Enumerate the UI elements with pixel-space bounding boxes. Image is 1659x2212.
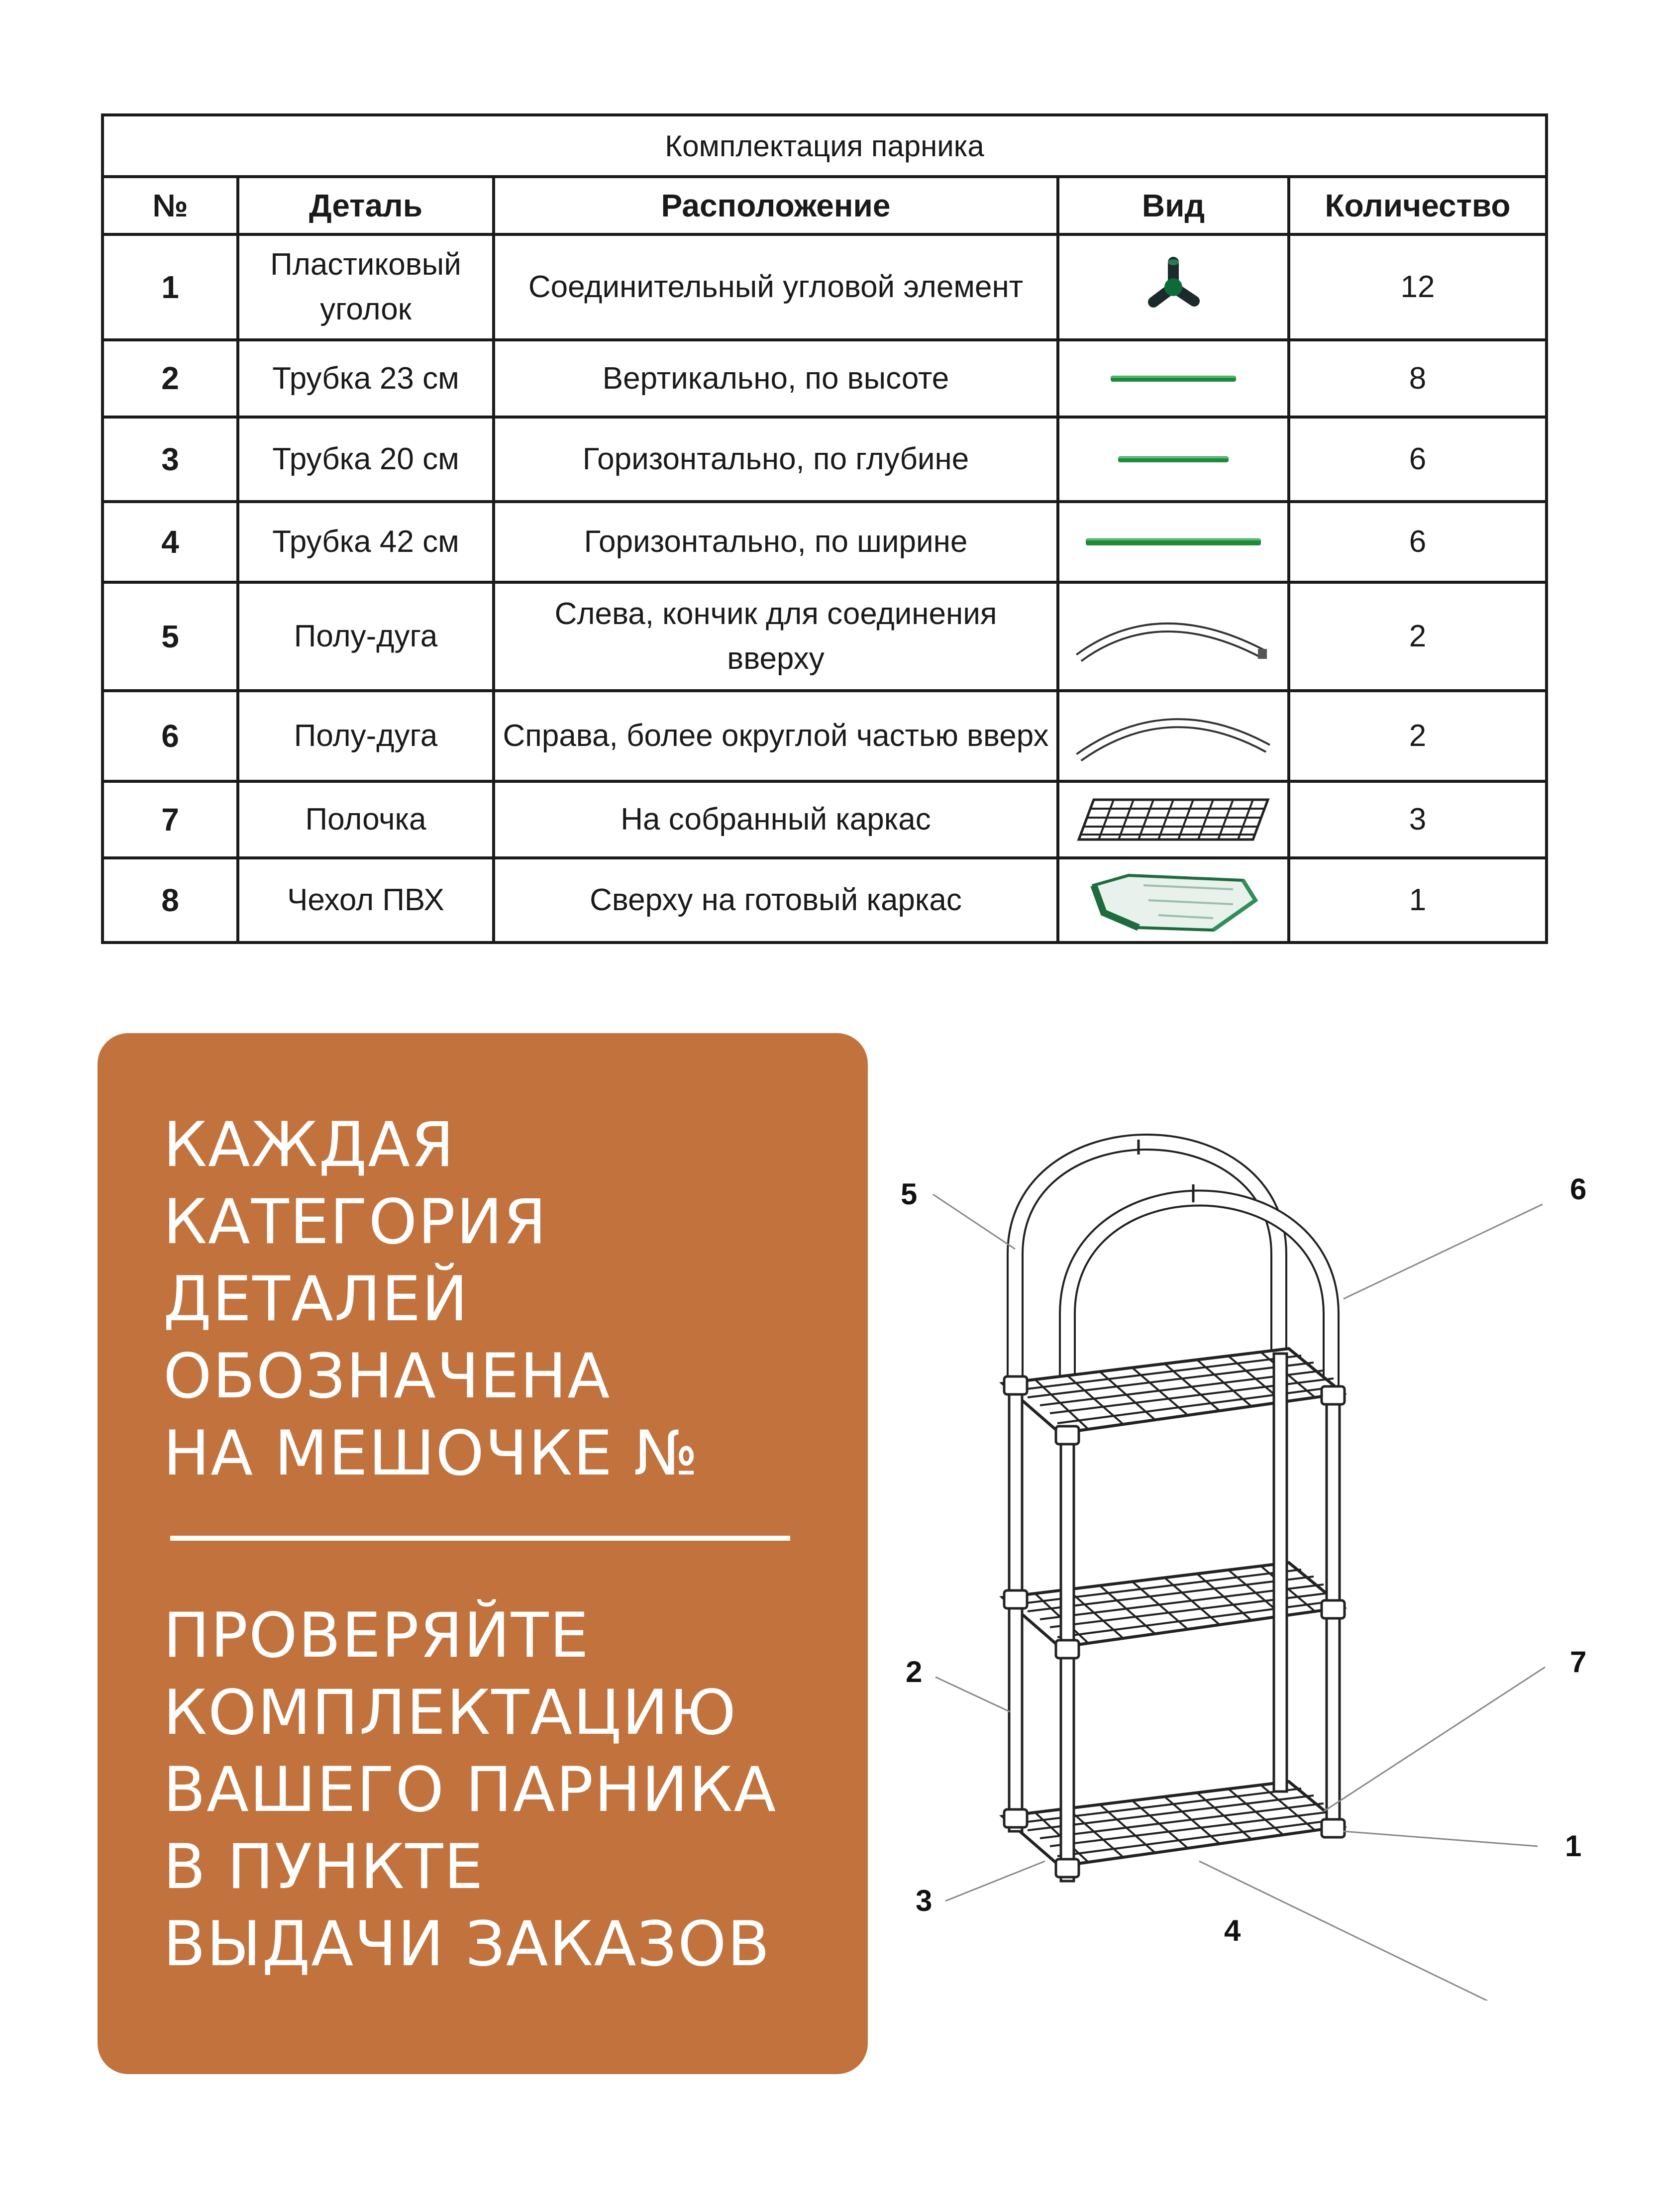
row-qty: 6 [1289, 417, 1547, 502]
info-panel [98, 1033, 868, 2074]
row-part: Пластиковый уголок [238, 234, 494, 340]
wire-shelf-icon [1074, 795, 1273, 844]
row-qty: 6 [1289, 502, 1547, 582]
row-view [1058, 417, 1289, 502]
corner-connector-icon [1139, 252, 1208, 322]
row-placement: Слева, кончик для соединения вверху [494, 582, 1058, 691]
info-text-check: ПРОВЕРЯЙТЕ КОМПЛЕКТАЦИЮ ВАШЕГО ПАРНИКА В ПУНКТЕ ВЫДАЧИ ЗАКАЗОВ [163, 1600, 777, 1980]
table-header-row [103, 177, 1547, 234]
green-tube-icon [1116, 453, 1231, 465]
row-num: 4 [103, 502, 238, 582]
callout-2: 2 [906, 1655, 923, 1688]
table-row [103, 582, 1547, 691]
row-placement: На собранный каркас [494, 781, 1058, 858]
table-row [103, 858, 1547, 943]
row-part: Трубка 42 см [238, 502, 494, 582]
row-num: 6 [103, 691, 238, 781]
callout-7: 7 [1570, 1645, 1587, 1679]
row-num: 2 [103, 340, 238, 417]
half-arc-icon [1069, 709, 1278, 763]
row-view [1058, 502, 1289, 582]
header-part: Деталь [238, 177, 494, 234]
callout-6: 6 [1570, 1172, 1587, 1206]
row-num: 5 [103, 582, 238, 691]
table-row [103, 502, 1547, 582]
row-view [1058, 340, 1289, 417]
row-num: 1 [103, 234, 238, 340]
row-part: Чехол ПВХ [238, 858, 494, 943]
row-placement: Соединительный угловой элемент [494, 234, 1058, 340]
row-qty: 1 [1289, 858, 1547, 943]
row-view [1058, 858, 1289, 943]
row-num: 3 [103, 417, 238, 502]
shelf-top [1003, 1349, 1344, 1433]
row-part: Трубка 20 см [238, 417, 494, 502]
header-qty: Количество [1289, 177, 1547, 234]
row-num: 7 [103, 781, 238, 858]
row-qty: 12 [1289, 234, 1547, 340]
table-row [103, 781, 1547, 858]
row-view [1058, 234, 1289, 340]
table-title: Комплектация парника [103, 115, 1547, 177]
table-row [103, 340, 1547, 417]
green-tube-icon [1084, 535, 1263, 548]
callout-3: 3 [916, 1884, 933, 1917]
pvc-cover-icon [1084, 865, 1263, 935]
row-placement: Горизонтально, по глубине [494, 417, 1058, 502]
table-row [103, 234, 1547, 340]
shelf-middle [1003, 1563, 1344, 1647]
kit-table [101, 113, 1548, 944]
shelf-bottom [1003, 1782, 1344, 1866]
table-row [103, 417, 1547, 502]
row-part: Трубка 23 см [238, 340, 494, 417]
half-arc-icon [1069, 609, 1278, 664]
table-row [103, 691, 1547, 781]
row-view [1058, 582, 1289, 691]
callout-1: 1 [1565, 1829, 1582, 1863]
row-qty: 8 [1289, 340, 1547, 417]
row-part: Полу-дуга [238, 691, 494, 781]
table-title-row [103, 115, 1547, 177]
row-qty: 2 [1289, 691, 1547, 781]
row-view [1058, 691, 1289, 781]
row-qty: 3 [1289, 781, 1547, 858]
info-text-labels: КАЖДАЯ КАТЕГОРИЯ ДЕТАЛЕЙ ОБОЗНАЧЕНА НА МЕШОЧКЕ № [163, 1109, 699, 1489]
header-num: № [103, 177, 238, 234]
header-view: Вид [1058, 177, 1289, 234]
callout-5: 5 [901, 1177, 918, 1211]
row-placement: Горизонтально, по ширине [494, 502, 1058, 582]
row-placement: Справа, более округлой частью вверх [494, 691, 1058, 781]
row-num: 8 [103, 858, 238, 943]
row-placement: Сверху на готовый каркас [494, 858, 1058, 943]
row-view [1058, 781, 1289, 858]
info-divider [170, 1536, 790, 1541]
row-qty: 2 [1289, 582, 1547, 691]
row-placement: Вертикально, по высоте [494, 340, 1058, 417]
row-part: Полу-дуга [238, 582, 494, 691]
greenhouse-frame-diagram [896, 1085, 1602, 2001]
callout-4: 4 [1224, 1914, 1241, 1947]
green-tube-icon [1109, 373, 1238, 385]
row-part: Полочка [238, 781, 494, 858]
header-placement: Расположение [494, 177, 1058, 234]
